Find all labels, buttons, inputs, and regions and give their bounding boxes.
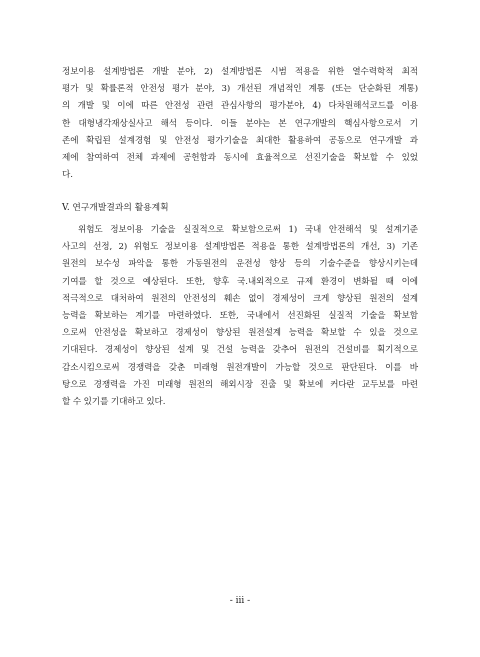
plan-line: 으로써 안전성을 확보하고 경제성이 향상된 원전설계 능력을 확보할 수 있을 것으로 xyxy=(62,328,418,339)
intro-line: 다. xyxy=(62,170,73,181)
plan-line: 기대된다. 경제성이 향상된 설계 및 건설 능력을 갖추어 원전의 건설비를 획기적으로 xyxy=(62,345,418,356)
intro-line: 평가 및 확률론적 안전성 평가 분야, 3) 개선된 개념적인 계통 (또는 단순화된 계통) xyxy=(62,84,418,95)
plan-line: 할 수 있기를 기대하고 있다. xyxy=(62,397,166,408)
plan-line: 원전의 보수성 파악을 통한 가동원전의 운전성 향상 등의 기술수준을 향상시키는데 xyxy=(62,259,418,270)
plan-line: 적극적으로 대처하여 원전의 안전성의 훼손 없이 경제성이 크게 향상된 원전의 설계 xyxy=(62,293,418,304)
intro-line: 한 대형냉각재상실사고 해석 등이다. 이들 분야는 본 연구개발의 핵심사항으로서 기 xyxy=(62,118,418,129)
intro-paragraph xyxy=(62,64,418,184)
plan-line: 능력을 확보하는 계기를 마련하였다. 또한, 국내에서 선진화된 실질적 기술을 확보함 xyxy=(62,311,418,322)
intro-line: 정보이용 설계방법론 개발 분야, 2) 설계방법론 시범 적용을 위한 열수력학적 최적 xyxy=(62,67,418,77)
intro-line: 제에 참여하여 전체 과제에 공헌함과 동시에 효율적으로 선진기술을 확보할 수 있었 xyxy=(62,153,418,164)
plan-line: 감소시킴으로써 경쟁력을 갖춘 미래형 원전개발이 가능할 것으로 판단된다. 이를 바 xyxy=(62,362,418,373)
page-number: - iii - xyxy=(229,596,251,606)
utilization-plan-paragraph xyxy=(62,222,418,411)
plan-line: 기여를 할 것으로 예상된다. 또한, 향후 국.내외적으로 규제 환경이 변화될 때 이에 xyxy=(62,276,418,287)
plan-line: 탕으로 경쟁력을 가진 미래형 원전의 해외시장 진출 및 확보에 커다란 교두보를 마련 xyxy=(62,379,418,390)
intro-line: 존에 확립된 설계경험 및 안전성 평가기술을 최대한 활용하여 공동으로 연구개발 과 xyxy=(62,135,418,146)
intro-line: 의 개발 및 이에 따른 안전성 관련 관심사항의 평가분야, 4) 다차원해석코드를 이용 xyxy=(62,101,418,112)
plan-line: 사고의 선정, 2) 위험도 정보이용 설계방법론 적용을 통한 설계방법론의 개선, 3) 기존 xyxy=(62,242,418,253)
plan-line: 위험도 정보이용 기술을 실질적으로 확보함으로써 1) 국내 안전해석 및 설계기준 xyxy=(78,225,418,235)
section-heading: V. 연구개발결과의 활용계획 xyxy=(62,203,169,213)
